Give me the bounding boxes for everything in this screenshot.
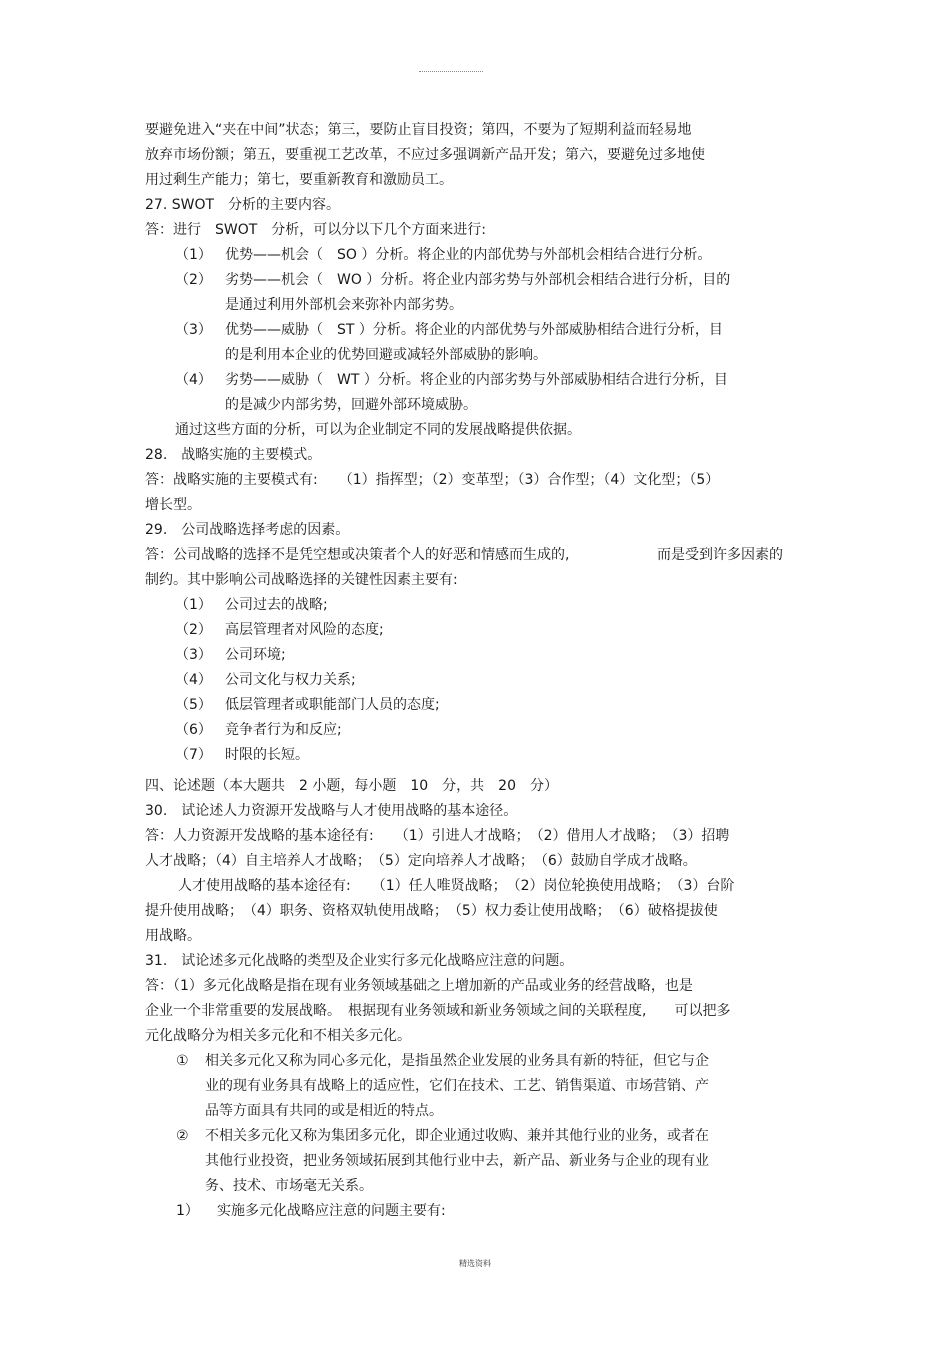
question-27-title: 27. SWOT 分析的主要内容。 bbox=[145, 197, 341, 213]
list-number: 1） bbox=[176, 1203, 199, 1219]
question-29-title: 29. 公司战略选择考虑的因素。 bbox=[145, 522, 350, 538]
list-item-text: 公司过去的战略; bbox=[225, 597, 328, 613]
question-31-answer: 答：（1）多元化战略是指在现有业务领域基础之上增加新的产品或业务的经营战略，也是 bbox=[145, 978, 693, 994]
text-line: 放弃市场份额；第五，要重视工艺改革，不应过多强调新产品开发；第六，要避免过多地使 bbox=[145, 147, 705, 163]
question-31-title: 31. 试论述多元化战略的类型及企业实行多元化战略应注意的问题。 bbox=[145, 953, 574, 969]
list-item-text: 品等方面具有共同的或是相近的特点。 bbox=[205, 1103, 443, 1119]
question-30-answer: 人才战略；（4）自主培养人才战略； （5）定向培养人才战略； （6）鼓励自学成才战略。 bbox=[145, 853, 697, 869]
list-number: （1） bbox=[175, 597, 212, 613]
question-28-answer: 增长型。 bbox=[145, 497, 201, 513]
list-item-text: 竞争者行为和反应; bbox=[225, 722, 342, 738]
list-item-text: 高层管理者对风险的态度; bbox=[225, 622, 384, 638]
list-number: （2） bbox=[175, 272, 212, 288]
question-29-answer: 而是受到许多因素的 bbox=[657, 547, 783, 563]
list-item-text: 优势——机会（ SO ）分析。将企业的内部优势与外部机会相结合进行分析。 bbox=[225, 247, 712, 263]
question-28-answer: 答：战略实施的主要模式有: （1）指挥型；（2）变革型；（3）合作型；（4）文化型；（5） bbox=[145, 472, 720, 488]
question-27-summary: 通过这些方面的分析，可以为企业制定不同的发展战略提供依据。 bbox=[175, 422, 581, 438]
list-number: （7） bbox=[175, 747, 212, 763]
question-30-answer: 答：人力资源开发战略的基本途径有: （1）引进人才战略； （2）借用人才战略； （3）招聘 bbox=[145, 828, 730, 844]
list-number: （3） bbox=[175, 322, 212, 338]
question-31-answer: 企业一个非常重要的发展战略。 根据现有业务领域和新业务领域之间的关联程度, 可以把多 bbox=[145, 1003, 731, 1019]
list-item-text: 相关多元化又称为同心多元化，是指虽然企业发展的业务具有新的特征，但它与企 bbox=[205, 1053, 709, 1069]
list-number: （1） bbox=[175, 247, 212, 263]
list-item-text: 低层管理者或职能部门人员的态度; bbox=[225, 697, 440, 713]
list-number: （6） bbox=[175, 722, 212, 738]
list-number: （4） bbox=[175, 672, 212, 688]
question-28-title: 28. 战略实施的主要模式。 bbox=[145, 447, 322, 463]
question-30-title: 30. 试论述人力资源开发战略与人才使用战略的基本途径。 bbox=[145, 803, 518, 819]
list-item-text: 实施多元化战略应注意的问题主要有: bbox=[217, 1203, 446, 1219]
list-number: ① bbox=[176, 1053, 189, 1069]
question-27-answer: 答：进行 SWOT 分析，可以分以下几个方面来进行: bbox=[145, 222, 487, 238]
list-number: ② bbox=[176, 1128, 189, 1144]
question-31-answer: 元化战略分为相关多元化和不相关多元化。 bbox=[145, 1028, 411, 1044]
list-item-text: 务、技术、市场毫无关系。 bbox=[205, 1178, 373, 1194]
list-item-text: 是通过利用外部机会来弥补内部劣势。 bbox=[225, 297, 463, 313]
list-number: （5） bbox=[175, 697, 212, 713]
list-item-text: 公司环境; bbox=[225, 647, 286, 663]
list-number: （4） bbox=[175, 372, 212, 388]
question-29-answer: 答：公司战略的选择不是凭空想或决策者个人的好恶和情感而生成的, bbox=[145, 547, 570, 563]
question-30-answer: 提升使用战略； （4）职务、资格双轨使用战略； （5）权力委让使用战略； （6）破格提拔使 bbox=[145, 903, 718, 919]
question-29-answer: 制约。其中影响公司战略选择的关键性因素主要有: bbox=[145, 572, 458, 588]
page-footer: 精选资料 bbox=[459, 1259, 491, 1268]
question-30-answer: 用战略。 bbox=[145, 928, 201, 944]
list-item-text: 劣势——威胁（ WT ）分析。将企业的内部劣势与外部威胁相结合进行分析，目 bbox=[225, 372, 728, 388]
list-number: （3） bbox=[175, 647, 212, 663]
text-line: 要避免进入“夹在中间”状态；第三，要防止盲目投资；第四，不要为了短期利益而轻易地 bbox=[145, 122, 692, 138]
list-item-text: 时限的长短。 bbox=[225, 747, 309, 763]
list-item-text: 劣势——机会（ WO ）分析。将企业内部劣势与外部机会相结合进行分析，目的 bbox=[225, 272, 731, 288]
list-item-text: 其他行业投资，把业务领域拓展到其他行业中去，新产品、新业务与企业的现有业 bbox=[205, 1153, 709, 1169]
list-item-text: 优势——威胁（ ST ）分析。将企业的内部优势与外部威胁相结合进行分析，目 bbox=[225, 322, 723, 338]
list-item-text: 不相关多元化又称为集团多元化，即企业通过收购、兼并其他行业的业务，或者在 bbox=[205, 1128, 709, 1144]
list-number: （2） bbox=[175, 622, 212, 638]
section-heading: 四、论述题（本大题共 2 小题，每小题 10 分，共 20 分） bbox=[145, 778, 558, 794]
text-line: 用过剩生产能力；第七，要重新教育和激励员工。 bbox=[145, 172, 453, 188]
list-item-text: 的是利用本企业的优势回避或减轻外部威胁的影响。 bbox=[225, 347, 547, 363]
header-rule bbox=[419, 71, 483, 72]
list-item-text: 的是减少内部劣势，回避外部环境威胁。 bbox=[225, 397, 477, 413]
list-item-text: 业的现有业务具有战略上的适应性，它们在技术、工艺、销售渠道、市场营销、产 bbox=[205, 1078, 709, 1094]
list-item-text: 公司文化与权力关系; bbox=[225, 672, 356, 688]
question-30-answer: 人才使用战略的基本途径有: （1）任人唯贤战略； （2）岗位轮换使用战略； （3）台阶 bbox=[178, 878, 735, 894]
